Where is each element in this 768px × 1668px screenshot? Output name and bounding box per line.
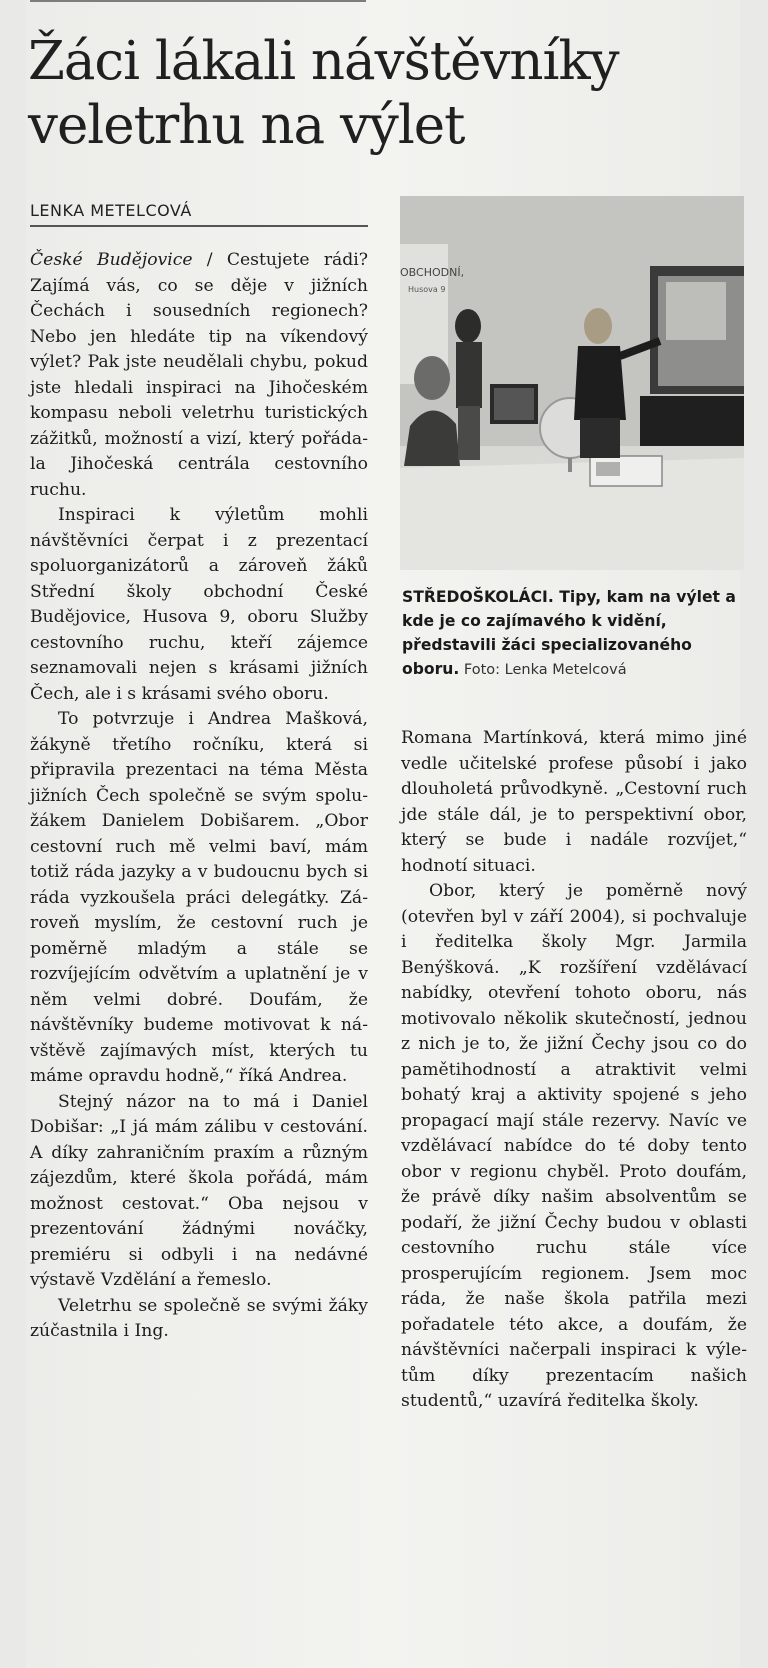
paragraph: Veletrhu se společně se svými žáky zúčastnila i Ing. — [30, 1295, 368, 1341]
article-photo — [400, 196, 744, 570]
top-rule — [30, 0, 366, 2]
paragraph — [30, 248, 368, 503]
article-column-2 — [401, 726, 747, 1415]
photo-illustration — [400, 196, 744, 570]
paragraph-text: / Cestujete rádi? Zajímá vás, co se děje v jižních Čechách i sousedních regionech? Nebo jen hledáte tip na víkendový výlet? Pak jste neudělali chybu, pokud jste hledali inspiraci na Jihočeském kompasu neboli veletrhu turistických zážitků, možností a vizí, který pořádala Jihočeská centrála cestovního ruchu. — [30, 250, 368, 500]
caption-kicker: STŘEDOŠKOLÁCI. — [402, 588, 554, 606]
caption-text: Tipy, kam na výlet a kde je co zajímavého k vidění, představili žáci specializovaného oboru. — [402, 588, 736, 678]
paragraph: Obor, který je poměrně nový (otevřen byl v září 2004), si pochvaluje i ředitelka školy Mgr. Jarmila Benýšková. „K rozšíření vzdělávací nabídky, otevření tohoto oboru, nás motivovalo několik skutečností, jednou z nich je to, že jižní Čechy jsou co do pamětihodností a atraktivit velmi bohatý kraj a aktivity spojené s jeho propagací mají stále rezervy. Navíc ve vzdělávací nabídce do té doby tento obor v regionu chyběl. Proto doufám, že právě díky našim absolventům se podaří, že jižní Čechy budou v oblasti cestovního ruchu stále více prosperujícím regionem. Jsem moc ráda, že naše škola patřila mezi pořadatele této akce, a doufám, že návštěvníci načerpali inspiraci k výletům díky prezentacím našich studentů,“ uzavírá ředitelka školy. — [401, 881, 747, 1411]
wall-sign-text-2: Husova 9 — [408, 285, 446, 294]
photo-caption — [402, 585, 746, 682]
wall-sign-text: OBCHODNÍ, — [400, 266, 465, 279]
byline: LENKA METELCOVÁ — [30, 201, 192, 220]
byline-rule — [30, 225, 368, 227]
photo-credit: Foto: Lenka Metelcová — [459, 662, 627, 678]
paragraph: Inspiraci k výletům mohli návštěvníci čerpat i z prezentací spoluorganizátorů a zároveň žáků Střední školy obchodní České Budějovice, Husova 9, oboru Služby cestovního ruchu, kteří zájemce seznamovali nejen s krásami jižních Čech, ale i s krásami svého oboru. — [30, 505, 368, 704]
paragraph: Stejný názor na to má i Daniel Dobišar: „I já mám zálibu v cestování. A díky zahraničním praxím a různým zájezdům, které škola pořádá, mám možnost cestovat.“ Oba nejsou v prezentování žádnými nováčky, premiéru si odbyli i na nedávné výstavě Vzdělání a řemeslo. — [30, 1091, 368, 1290]
headline: Žáci lákali návštěvníky veletrhu na výlet — [28, 31, 619, 156]
paragraph: To potvrzuje i Andrea Mašková, žákyně třetího ročníku, která si připravila prezentaci na téma Města jižních Čech společně se svým spolužákem Danielem Dobišarem. „Obor cestovní ruch mě velmi baví, mám totiž ráda jazyky a v budoucnu bych si ráda vyzkoušela práci delegátky. Zároveň myslím, že cestovní ruch je poměrně mladým a stále se rozvíjejícím odvětvím a uplatnění je v něm velmi dobré. Doufám, že návštěvníky budeme motivovat k návštěvě zajímavých míst, kterých tu máme opravdu hodně,“ říká Andrea. — [30, 709, 368, 1086]
dateline: České Budějovice — [30, 250, 193, 270]
article-column-1 — [30, 248, 368, 1345]
paragraph: Romana Martínková, která mimo jiné vedle učitelské profese působí i jako dlouholetá průvodkyně. „Cestovní ruch jde stále dál, je to perspektivní obor, který se bude i nadále rozvíjet,“ hodnotí situaci. — [401, 728, 747, 876]
